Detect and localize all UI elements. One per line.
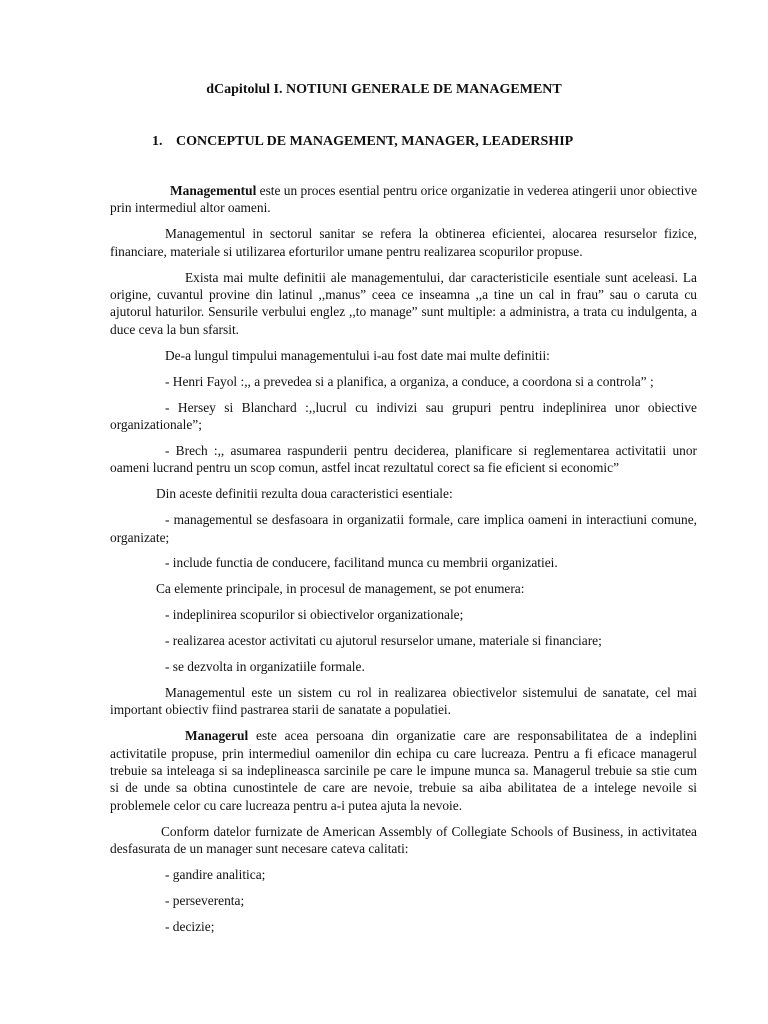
paragraph-definitions-origin: Exista mai multe definitii ale managementului, dar caracteristicile esentiale sunt aceleasi. La origine, cuvantul provine din latinul ,,manus” ceea ce inseamna ,,a tine un cal in frau” sau o caruta cu ajutorul haturilor. Sensurile verbului englez ,,to manage” sunt multiple: a administra, a trata cu indulgenta, a duce ceva la bun sfarsit. — [110, 269, 697, 337]
paragraph-management-intro — [110, 182, 697, 217]
paragraph-manager-definition — [110, 727, 697, 814]
term-managerul: Managerul — [185, 728, 249, 744]
characteristic-leadership-function: - include functia de conducere, facilitand munca cu membrii organizatiei. — [165, 555, 558, 571]
paragraph-sanitary-sector: Managementul in sectorul sanitar se refera la obtinerea eficientei, alocarea resurselor fizice, financiare, materiale si utilizarea eforturilor umane pentru realizarea scopurilor propuse. — [110, 226, 697, 259]
paragraph-definitions-intro: De-a lungul timpului managementului i-au fost date mai multe definitii: — [165, 347, 550, 363]
definition-hersey-blanchard: - Hersey si Blanchard :,,lucrul cu indivizi sau grupuri pentru indeplinirea unor obiective organizationale”; — [110, 399, 697, 432]
element-resources: - realizarea acestor activitati cu ajutorul resurselor umane, materiale si financiare; — [165, 633, 602, 649]
quality-analytical-thinking: - gandire analitica; — [165, 867, 266, 883]
document-body — [110, 182, 697, 944]
paragraph-text: este un proces esential pentru orice organizatie in vederea atingerii unor obiective prin intermediul altor oameni. — [110, 183, 698, 216]
paragraph-characteristics-intro: Din aceste definitii rezulta doua caracteristici esentiale: — [156, 486, 453, 502]
element-objectives: - indeplinirea scopurilor si obiectivelor organizationale; — [165, 607, 464, 623]
chapter-title: dCapitolul I. NOTIUNI GENERALE DE MANAGEMENT — [206, 82, 562, 97]
quality-perseverance: - perseverenta; — [165, 893, 245, 908]
paragraph-manager-qualities-intro: Conform datelor furnizate de American Assembly of Collegiate Schools of Business, in activitatea desfasurata de un manager sunt necesare cateva calitati: — [110, 823, 697, 857]
section-heading — [152, 133, 573, 150]
definition-brech: - Brech :,, asumarea raspunderii pentru deciderea, planificare si reglementarea activitatii unor oameni lucrand pentru un scop comun, astfel incat rezultatul corect sa fie eficient si economic” — [110, 442, 697, 476]
paragraph-health-system: Managementul este un sistem cu rol in realizarea obiectivelor sistemului de sanatate, cel mai important obiectiv fiind pastrarea starii de sanatate a populatiei. — [110, 684, 697, 718]
section-number: 1. — [152, 134, 163, 149]
section-title: CONCEPTUL DE MANAGEMENT, MANAGER, LEADERSHIP — [176, 134, 574, 149]
paragraph-text: este acea persoana din organizatie care are responsabilitatea de a indeplini activitatile propuse, prin intermediul oamenilor din echipa cu care lucreaza. Pentru a fi eficace managerul trebuie sa inteleaga si sa indeplineasca sarcinile pe care le impune munca sa. Managerul trebuie sa stie cum si de unde sa obtina cunostintele de care are nevoie, trebuie sa aiba abilitatea de a intelege nevoile si problemele celor cu care lucreaza pentru a-i putea ajuta la nevoie. — [110, 728, 697, 813]
term-managementul: Managementul — [170, 183, 257, 198]
definition-fayol: - Henri Fayol :,, a prevedea si a planifica, a organiza, a conduce, a coordona si a controla” ; — [165, 373, 654, 389]
paragraph-elements-intro: Ca elemente principale, in procesul de management, se pot enumera: — [156, 581, 525, 597]
element-formal-organizations: - se dezvolta in organizatiile formale. — [165, 659, 365, 675]
quality-decision: - decizie; — [165, 918, 215, 934]
characteristic-formal-organizations: - managementul se desfasoara in organizatii formale, care implica oameni in interactiuni comune, organizate; — [110, 512, 697, 545]
